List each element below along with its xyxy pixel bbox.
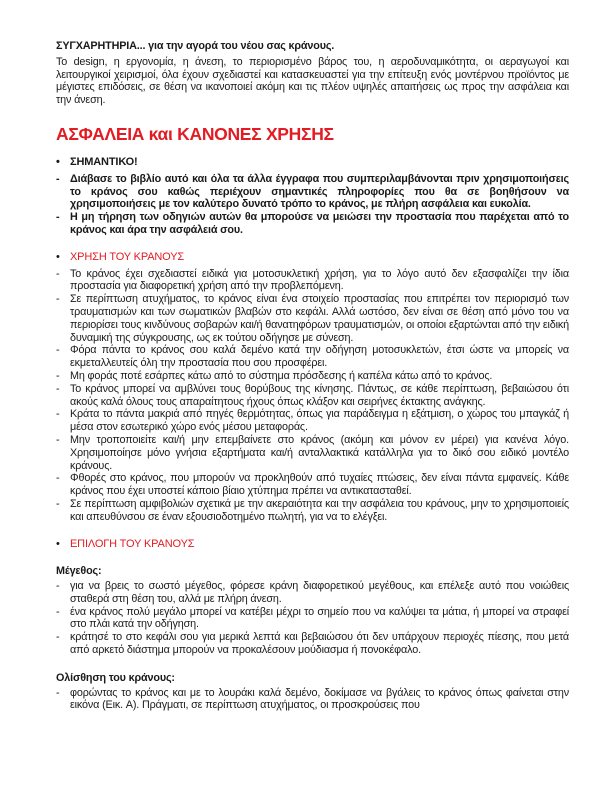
slip-subheading: Ολίσθηση του κράνους: <box>56 671 175 684</box>
size-subheading: Μέγεθος: <box>56 565 102 578</box>
important-item: - Η μη τήρηση των οδηγιών αυτών θα μπορούσε να μειώσει την προστασία που παρέχεται από το κράνος και άρα την ασφάλειά σου. <box>56 211 569 237</box>
slip-item: - φορώντας το κράνος και με το λουράκι καλά δεμένο, δοκίμασε να βγάλεις το κράνος όπως φαίνεται στην εικόνα (Εικ. A). Πράγματι, σε περίπτωση ατυχήματος, οι προσκρούσεις που <box>56 687 569 713</box>
usage-list <box>56 268 569 524</box>
safety-section-title: ΑΣΦΑΛΕΙΑ και ΚΑΝΟΝΕΣ ΧΡΗΣΗΣ <box>56 123 334 144</box>
usage-item: - Κράτα το πάντα μακριά από πηγές θερμότητας, όπως για παράδειγμα η εξάτμιση, ο χώρος του μπαγκάζ ή μέσα στον εσωτερικό χώρο ενός μέσου μεταφοράς. <box>56 408 569 434</box>
size-item: - για να βρεις το σωστό μέγεθος, φόρεσε κράνη διαφορετικού μεγέθους, και επέλεξε αυτό που νοιώθεις σταθερά στη θέση του, αλλά με πλήρη άνεση. <box>56 580 569 606</box>
intro-paragraph: Το design, η εργονομία, η άνεση, το περιορισμένο βάρος του, η αεροδυναμικότητα, οι αεραγωγοί και λειτουργικοί χειρισμοί, όλα έχουν σχεδιαστεί και κατασκευαστεί για την επίτευξη ενός μοντέρνου προϊόντος με μέγιστες επιδόσεις, σε θέση να ικανοποιεί ακόμη και τις πλέον υψηλές απαιτήσεις ως προς την ασφάλεια και την άνεση. <box>56 55 569 107</box>
usage-item: - Το κράνος έχει σχεδιαστεί ειδικά για μοτοσυκλετική χρήση, για το λόγο αυτό δεν εξασφαλίζει την ίδια προστασία για διαφορετική χρήση από την προβλεπόμενη. <box>56 268 569 294</box>
important-list <box>56 173 569 237</box>
slip-list <box>56 687 569 713</box>
usage-item: - Μην τροποποιείτε και/ή μην επεμβαίνετε στο κράνος (ακόμη και μόνον εν μέρει) για κανένα λόγο. Χρησιμοποίησε μόνο γνήσια εξαρτήματα και/ή ανταλλακτικά κατάλληλα για το δικό σου ειδικό μοντέλο κράνους. <box>56 434 569 472</box>
usage-item: - Σε περίπτωση ατυχήματος, το κράνος είναι ένα στοιχείο προστασίας που επιτρέπει τον περιορισμό των τραυματισμών και των σωματικών βλαβών στο κεφάλι. Αλλά ωστόσο, δεν είναι σε θέση από μόνο του να περιορίσει τους κινδύνους σοβαρών και/ή θανατηφόρων τραυματισμών, οι οποίοι εξαρτώνται από την ειδική δυναμική της σύγκρουσης, ως εκ τούτου οδήγησε με σύνεση. <box>56 293 569 344</box>
choice-section-title: • ΕΠΙΛΟΓΗ ΤΟΥ ΚΡΑΝΟΥΣ <box>56 538 569 551</box>
important-item: - Διάβασε το βιβλίο αυτό και όλα τα άλλα έγγραφα που συμπεριλαμβάνονται πριν χρησιμοποιήσεις το κράνος σου καθώς περιέχουν σημαντικές πληροφορίες που θα σε βοηθήσουν να χρησιμοποιήσεις με τον καλύτερο δυνατό τρόπο το κράνος, με πλήρη ασφάλεια και ευκολία. <box>56 173 569 211</box>
usage-section-title: • ΧΡΗΣΗ ΤΟΥ ΚΡΑΝΟΥΣ <box>56 251 569 264</box>
size-item: - ένα κράνος πολύ μεγάλο μπορεί να κατέβει μέχρι το σημείο που να καλύψει τα μάτια, ή μπορεί να στραφεί στο πλάι κατά την οδήγηση. <box>56 606 569 632</box>
congrats-heading: ΣΥΓΧΑΡΗΤΗΡΙΑ... για την αγορά του νέου σας κράνους. <box>56 40 335 52</box>
size-item: - κράτησέ το στο κεφάλι σου για μερικά λεπτά και βεβαιώσου ότι δεν υπάρχουν περιοχές πίεσης, που μετά από αρκετό διάστημα μπορούν να προκαλέσουν μούδιασμα ή πονοκέφαλο. <box>56 631 569 657</box>
usage-item: - Φόρα πάντα το κράνος σου καλά δεμένο κατά την οδήγηση μοτοσυκλετών, έτσι ώστε να μπορείς να εκμεταλλευτείς όλη την προστασία που σου προσφέρει. <box>56 344 569 370</box>
usage-item: - Μη φοράς ποτέ εσάρπες κάτω από το σύστημα πρόσδεσης ή καπέλα κάτω από το κράνος. <box>56 370 569 383</box>
size-list <box>56 580 569 657</box>
usage-item: - Σε περίπτωση αμφιβολιών σχετικά με την ακεραιότητα και την ασφάλεια του κράνους, μην το χρησιμοποιείς και απευθύνσου σε έναν εξουσιοδοτημένο πωλητή, για να το ελέγξει. <box>56 498 569 524</box>
usage-item: - Το κράνος μπορεί να αμβλύνει τους θορύβους της κίνησης. Πάντως, σε κάθε περίπτωση, βεβαιώσου ότι ακούς καλά όλους τους απαραίτητους ήχους όπως κλάξον και σειρήνες έκτακτης ανάγκης. <box>56 383 569 409</box>
usage-item: - Φθορές στο κράνος, που μπορούν να προκληθούν από τυχαίες πτώσεις, δεν είναι πάντα εμφανείς. Κάθε κράνος που έχει υποστεί κάποιο βίαιο χτύπημα πρέπει να αντικατασταθεί. <box>56 472 569 498</box>
important-label: • ΣΗΜΑΝΤΙΚΟ! <box>56 156 569 169</box>
